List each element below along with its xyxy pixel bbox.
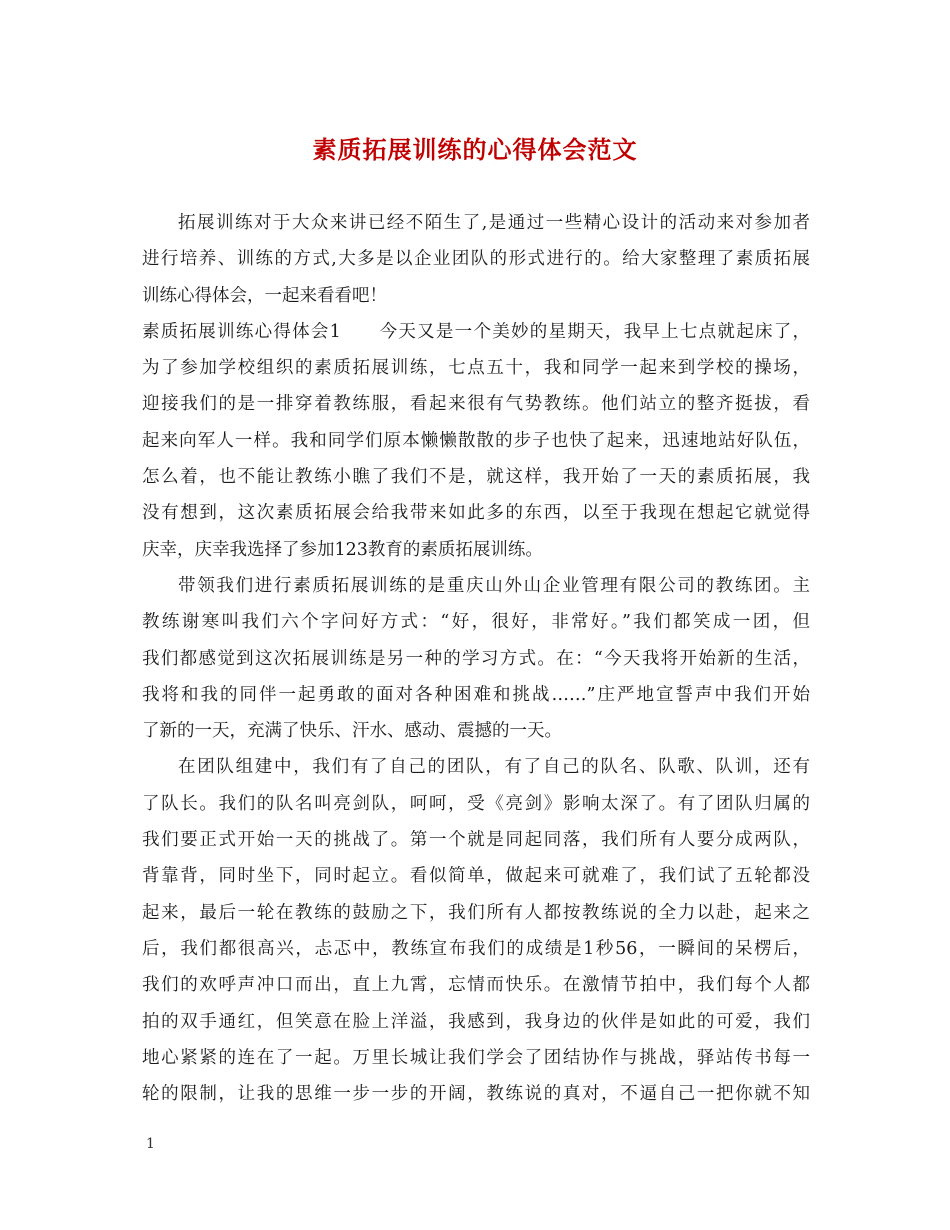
text-line: 了新的一天，充满了快乐、汗水、感动、震撼的一天。 <box>142 721 562 742</box>
text-line: 进行培养、训练的方式,大多是以企业团队的形式进行的。给大家整理了素质拓展 <box>142 249 810 270</box>
text-line: 素质拓展训练心得体会1 今天又是一个美妙的星期天，我早上七点就起床了， <box>142 321 810 342</box>
text-line: 没有想到，这次素质拓展会给我带来如此多的东西，以至于我现在想起它就觉得 <box>142 503 810 524</box>
text-line: 在团队组建中，我们有了自己的团队，有了自己的队名、队歌、队训，还有 <box>178 757 810 778</box>
text-line: 背靠背，同时坐下，同时起立。看似简单，做起来可就难了，我们试了五轮都没 <box>142 866 810 887</box>
text-line: 后，我们都很高兴，忐忑中，教练宣布我们的成绩是1秒56，一瞬间的呆楞后， <box>142 938 810 959</box>
text-line: 带领我们进行素质拓展训练的是重庆山外山企业管理有限公司的教练团。主 <box>178 575 810 596</box>
text-line: 训练心得体会，一起来看看吧！ <box>142 285 387 306</box>
document-title: 素质拓展训练的心得体会范文 <box>312 135 638 164</box>
text-line: 庆幸，庆幸我选择了参加123教育的素质拓展训练。 <box>142 539 543 560</box>
text-line: 轮的限制，让我的思维一步一步的开阔，教练说的真对，不逼自己一把你就不知 <box>142 1084 810 1105</box>
document-body <box>142 205 810 1112</box>
text-line: 起来向军人一样。我和同学们原本懒懒散散的步子也快了起来，迅速地站好队伍， <box>142 430 810 451</box>
text-line: 为了参加学校组织的素质拓展训练，七点五十，我和同学一起来到学校的操场， <box>142 358 810 379</box>
text-line: 迎接我们的是一排穿着教练服，看起来很有气势教练。他们站立的整齐挺拔，看 <box>142 394 810 415</box>
text-line: 了队长。我们的队名叫亮剑队，呵呵，受《亮剑》影响太深了。有了团队归属的 <box>142 793 810 814</box>
text-line: 我们的欢呼声冲口而出，直上九霄，忘情而快乐。在激情节拍中，我们每个人都 <box>142 975 810 996</box>
text-line: 我们都感觉到这次拓展训练是另一种的学习方式。在：“今天我将开始新的生活， <box>142 648 810 669</box>
text-line: 怎么着，也不能让教练小瞧了我们不是，就这样，我开始了一天的素质拓展，我 <box>142 467 810 488</box>
text-line: 起来，最后一轮在教练的鼓励之下，我们所有人都按教练说的全力以赴，起来之 <box>142 902 810 923</box>
text-line: 我将和我的同伴一起勇敢的面对各种困难和挑战……”庄严地宣誓声中我们开始 <box>142 684 810 705</box>
text-line: 我们要正式开始一天的挑战了。第一个就是同起同落，我们所有人要分成两队， <box>142 830 810 851</box>
text-line: 教练谢寒叫我们六个字问好方式：“好，很好，非常好。”我们都笑成一团，但 <box>142 612 810 633</box>
text-line: 地心紧紧的连在了一起。万里长城让我们学会了团结协作与挑战，驿站传书每一 <box>142 1047 810 1068</box>
text-line: 拓展训练对于大众来讲已经不陌生了,是通过一些精心设计的活动来对参加者 <box>178 213 810 233</box>
page-number: 1 <box>146 1136 155 1152</box>
text-line: 拍的双手通红，但笑意在脸上洋溢，我感到，我身边的伙伴是如此的可爱，我们 <box>142 1011 810 1032</box>
